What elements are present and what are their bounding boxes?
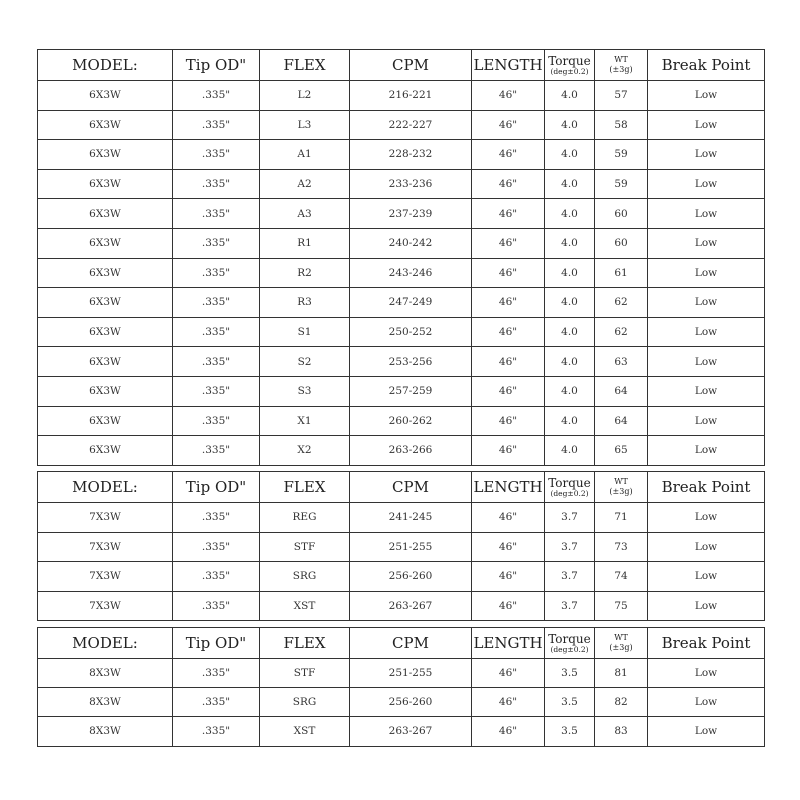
cell-model: 6X3W xyxy=(38,140,173,170)
cell-length: 46" xyxy=(472,562,545,592)
header-length: LENGTH xyxy=(472,50,545,81)
cell-cpm: 237-239 xyxy=(350,199,472,229)
table-row xyxy=(38,436,765,466)
header-length: LENGTH xyxy=(472,472,545,503)
cell-break-point: Low xyxy=(648,717,765,746)
cell-model: 7X3W xyxy=(38,503,173,533)
cell-torque: 4.0 xyxy=(545,317,595,347)
header-torque xyxy=(545,472,595,503)
cell-cpm: 243-246 xyxy=(350,258,472,288)
header-torque-unit: (deg±0.2) xyxy=(550,67,589,76)
table-row xyxy=(38,110,765,140)
cell-wt: 61 xyxy=(595,258,648,288)
header-cpm: CPM xyxy=(350,472,472,503)
cell-flex: STF xyxy=(260,532,350,562)
header-wt-unit: (±3g) xyxy=(609,65,633,74)
cell-wt: 62 xyxy=(595,317,648,347)
cell-tip-od: .335" xyxy=(173,503,260,533)
cell-model: 6X3W xyxy=(38,317,173,347)
cell-tip-od: .335" xyxy=(173,81,260,111)
header-torque-unit: (deg±0.2) xyxy=(550,489,589,498)
cell-flex: R3 xyxy=(260,288,350,318)
cell-model: 7X3W xyxy=(38,532,173,562)
table-header xyxy=(38,628,765,659)
cell-tip-od: .335" xyxy=(173,591,260,621)
cell-wt: 59 xyxy=(595,140,648,170)
header-wt xyxy=(595,628,648,659)
header-tip-od: Tip OD" xyxy=(173,50,260,81)
header-torque-label: Torque xyxy=(548,54,591,68)
cell-break-point: Low xyxy=(648,688,765,717)
cell-wt: 60 xyxy=(595,228,648,258)
cell-torque: 4.0 xyxy=(545,436,595,466)
header-flex: FLEX xyxy=(260,628,350,659)
header-break-point: Break Point xyxy=(648,472,765,503)
cell-model: 6X3W xyxy=(38,347,173,377)
table-row xyxy=(38,376,765,406)
cell-wt: 64 xyxy=(595,376,648,406)
cell-cpm: 240-242 xyxy=(350,228,472,258)
table-row xyxy=(38,258,765,288)
cell-flex: XST xyxy=(260,717,350,746)
cell-model: 6X3W xyxy=(38,436,173,466)
cell-break-point: Low xyxy=(648,376,765,406)
cell-wt: 65 xyxy=(595,436,648,466)
header-cpm: CPM xyxy=(350,628,472,659)
header-length: LENGTH xyxy=(472,628,545,659)
cell-tip-od: .335" xyxy=(173,717,260,746)
cell-cpm: 247-249 xyxy=(350,288,472,318)
spec-table-6x3w xyxy=(37,49,765,466)
cell-wt: 59 xyxy=(595,169,648,199)
cell-cpm: 263-266 xyxy=(350,436,472,466)
header-break-point: Break Point xyxy=(648,50,765,81)
cell-tip-od: .335" xyxy=(173,169,260,199)
cell-torque: 4.0 xyxy=(545,376,595,406)
cell-tip-od: .335" xyxy=(173,347,260,377)
table-row xyxy=(38,81,765,111)
cell-length: 46" xyxy=(472,199,545,229)
cell-length: 46" xyxy=(472,140,545,170)
cell-model: 6X3W xyxy=(38,376,173,406)
cell-wt: 71 xyxy=(595,503,648,533)
cell-cpm: 222-227 xyxy=(350,110,472,140)
cell-length: 46" xyxy=(472,376,545,406)
header-torque-label: Torque xyxy=(548,476,591,490)
cell-torque: 4.0 xyxy=(545,169,595,199)
table-row xyxy=(38,347,765,377)
header-torque xyxy=(545,50,595,81)
cell-length: 46" xyxy=(472,81,545,111)
cell-torque: 4.0 xyxy=(545,288,595,318)
table-header xyxy=(38,50,765,81)
cell-flex: SRG xyxy=(260,562,350,592)
cell-break-point: Low xyxy=(648,228,765,258)
cell-flex: L3 xyxy=(260,110,350,140)
cell-cpm: 253-256 xyxy=(350,347,472,377)
cell-tip-od: .335" xyxy=(173,199,260,229)
cell-length: 46" xyxy=(472,532,545,562)
cell-torque: 3.5 xyxy=(545,659,595,688)
header-flex: FLEX xyxy=(260,50,350,81)
cell-torque: 3.5 xyxy=(545,688,595,717)
cell-wt: 64 xyxy=(595,406,648,436)
cell-cpm: 263-267 xyxy=(350,717,472,746)
table-row xyxy=(38,317,765,347)
cell-torque: 4.0 xyxy=(545,140,595,170)
cell-break-point: Low xyxy=(648,347,765,377)
cell-wt: 83 xyxy=(595,717,648,746)
header-torque-unit: (deg±0.2) xyxy=(550,645,589,654)
header-wt-unit: (±3g) xyxy=(609,643,633,652)
cell-wt: 63 xyxy=(595,347,648,377)
cell-flex: R2 xyxy=(260,258,350,288)
cell-model: 8X3W xyxy=(38,688,173,717)
table-row xyxy=(38,228,765,258)
cell-wt: 60 xyxy=(595,199,648,229)
cell-cpm: 228-232 xyxy=(350,140,472,170)
header-cpm: CPM xyxy=(350,50,472,81)
cell-model: 8X3W xyxy=(38,717,173,746)
cell-flex: S3 xyxy=(260,376,350,406)
cell-cpm: 251-255 xyxy=(350,532,472,562)
cell-length: 46" xyxy=(472,717,545,746)
cell-break-point: Low xyxy=(648,288,765,318)
cell-length: 46" xyxy=(472,169,545,199)
cell-length: 46" xyxy=(472,258,545,288)
cell-model: 6X3W xyxy=(38,110,173,140)
table-row xyxy=(38,688,765,717)
cell-length: 46" xyxy=(472,688,545,717)
cell-tip-od: .335" xyxy=(173,228,260,258)
cell-break-point: Low xyxy=(648,503,765,533)
cell-length: 46" xyxy=(472,317,545,347)
cell-tip-od: .335" xyxy=(173,110,260,140)
cell-length: 46" xyxy=(472,288,545,318)
cell-cpm: 263-267 xyxy=(350,591,472,621)
cell-tip-od: .335" xyxy=(173,258,260,288)
cell-model: 6X3W xyxy=(38,258,173,288)
header-torque-label: Torque xyxy=(548,632,591,646)
cell-wt: 75 xyxy=(595,591,648,621)
cell-tip-od: .335" xyxy=(173,406,260,436)
table-row xyxy=(38,591,765,621)
header-wt-unit: (±3g) xyxy=(609,487,633,496)
cell-flex: STF xyxy=(260,659,350,688)
cell-break-point: Low xyxy=(648,591,765,621)
table-body xyxy=(38,659,765,747)
cell-break-point: Low xyxy=(648,659,765,688)
cell-torque: 3.7 xyxy=(545,591,595,621)
header-wt-label: WT xyxy=(614,633,628,642)
cell-torque: 4.0 xyxy=(545,258,595,288)
table-row xyxy=(38,288,765,318)
cell-length: 46" xyxy=(472,436,545,466)
cell-length: 46" xyxy=(472,659,545,688)
cell-tip-od: .335" xyxy=(173,317,260,347)
header-model: MODEL: xyxy=(38,472,173,503)
cell-cpm: 241-245 xyxy=(350,503,472,533)
cell-length: 46" xyxy=(472,406,545,436)
cell-torque: 4.0 xyxy=(545,347,595,377)
cell-model: 6X3W xyxy=(38,406,173,436)
cell-flex: X1 xyxy=(260,406,350,436)
table-body xyxy=(38,503,765,621)
cell-model: 7X3W xyxy=(38,591,173,621)
cell-model: 8X3W xyxy=(38,659,173,688)
cell-break-point: Low xyxy=(648,169,765,199)
header-model: MODEL: xyxy=(38,628,173,659)
cell-model: 6X3W xyxy=(38,81,173,111)
cell-flex: REG xyxy=(260,503,350,533)
header-wt-label: WT xyxy=(614,55,628,64)
cell-break-point: Low xyxy=(648,562,765,592)
cell-tip-od: .335" xyxy=(173,688,260,717)
cell-torque: 4.0 xyxy=(545,81,595,111)
table-row xyxy=(38,140,765,170)
cell-length: 46" xyxy=(472,228,545,258)
cell-torque: 3.5 xyxy=(545,717,595,746)
cell-model: 7X3W xyxy=(38,562,173,592)
cell-cpm: 260-262 xyxy=(350,406,472,436)
table-row xyxy=(38,169,765,199)
cell-flex: A2 xyxy=(260,169,350,199)
cell-break-point: Low xyxy=(648,81,765,111)
cell-cpm: 256-260 xyxy=(350,562,472,592)
table-header xyxy=(38,472,765,503)
cell-flex: X2 xyxy=(260,436,350,466)
cell-break-point: Low xyxy=(648,317,765,347)
header-wt xyxy=(595,50,648,81)
cell-tip-od: .335" xyxy=(173,532,260,562)
cell-length: 46" xyxy=(472,591,545,621)
table-row xyxy=(38,562,765,592)
header-flex: FLEX xyxy=(260,472,350,503)
cell-model: 6X3W xyxy=(38,288,173,318)
cell-tip-od: .335" xyxy=(173,288,260,318)
cell-flex: L2 xyxy=(260,81,350,111)
cell-cpm: 256-260 xyxy=(350,688,472,717)
cell-break-point: Low xyxy=(648,532,765,562)
header-wt xyxy=(595,472,648,503)
table-row xyxy=(38,503,765,533)
header-model: MODEL: xyxy=(38,50,173,81)
cell-break-point: Low xyxy=(648,110,765,140)
cell-flex: A1 xyxy=(260,140,350,170)
cell-model: 6X3W xyxy=(38,228,173,258)
header-torque xyxy=(545,628,595,659)
header-tip-od: Tip OD" xyxy=(173,472,260,503)
cell-flex: XST xyxy=(260,591,350,621)
table-row xyxy=(38,532,765,562)
cell-cpm: 251-255 xyxy=(350,659,472,688)
cell-torque: 3.7 xyxy=(545,562,595,592)
cell-flex: A3 xyxy=(260,199,350,229)
cell-break-point: Low xyxy=(648,436,765,466)
cell-model: 6X3W xyxy=(38,169,173,199)
cell-tip-od: .335" xyxy=(173,140,260,170)
cell-wt: 57 xyxy=(595,81,648,111)
cell-wt: 74 xyxy=(595,562,648,592)
cell-torque: 3.7 xyxy=(545,532,595,562)
cell-torque: 3.7 xyxy=(545,503,595,533)
cell-tip-od: .335" xyxy=(173,376,260,406)
spec-table-8x3w xyxy=(37,627,765,747)
cell-torque: 4.0 xyxy=(545,406,595,436)
table-body xyxy=(38,81,765,466)
cell-break-point: Low xyxy=(648,258,765,288)
cell-model: 6X3W xyxy=(38,199,173,229)
cell-flex: SRG xyxy=(260,688,350,717)
cell-torque: 4.0 xyxy=(545,110,595,140)
cell-tip-od: .335" xyxy=(173,562,260,592)
cell-wt: 82 xyxy=(595,688,648,717)
cell-flex: S2 xyxy=(260,347,350,377)
cell-tip-od: .335" xyxy=(173,436,260,466)
cell-flex: R1 xyxy=(260,228,350,258)
cell-torque: 4.0 xyxy=(545,199,595,229)
cell-length: 46" xyxy=(472,503,545,533)
cell-torque: 4.0 xyxy=(545,228,595,258)
cell-wt: 73 xyxy=(595,532,648,562)
table-row xyxy=(38,717,765,746)
cell-wt: 62 xyxy=(595,288,648,318)
spec-table-7x3w xyxy=(37,471,765,621)
cell-wt: 58 xyxy=(595,110,648,140)
table-row xyxy=(38,406,765,436)
cell-cpm: 233-236 xyxy=(350,169,472,199)
table-row xyxy=(38,659,765,688)
cell-cpm: 257-259 xyxy=(350,376,472,406)
cell-length: 46" xyxy=(472,110,545,140)
cell-cpm: 250-252 xyxy=(350,317,472,347)
cell-break-point: Low xyxy=(648,199,765,229)
cell-cpm: 216-221 xyxy=(350,81,472,111)
header-tip-od: Tip OD" xyxy=(173,628,260,659)
cell-tip-od: .335" xyxy=(173,659,260,688)
cell-flex: S1 xyxy=(260,317,350,347)
cell-break-point: Low xyxy=(648,406,765,436)
cell-length: 46" xyxy=(472,347,545,377)
cell-break-point: Low xyxy=(648,140,765,170)
header-wt-label: WT xyxy=(614,477,628,486)
header-break-point: Break Point xyxy=(648,628,765,659)
table-row xyxy=(38,199,765,229)
cell-wt: 81 xyxy=(595,659,648,688)
